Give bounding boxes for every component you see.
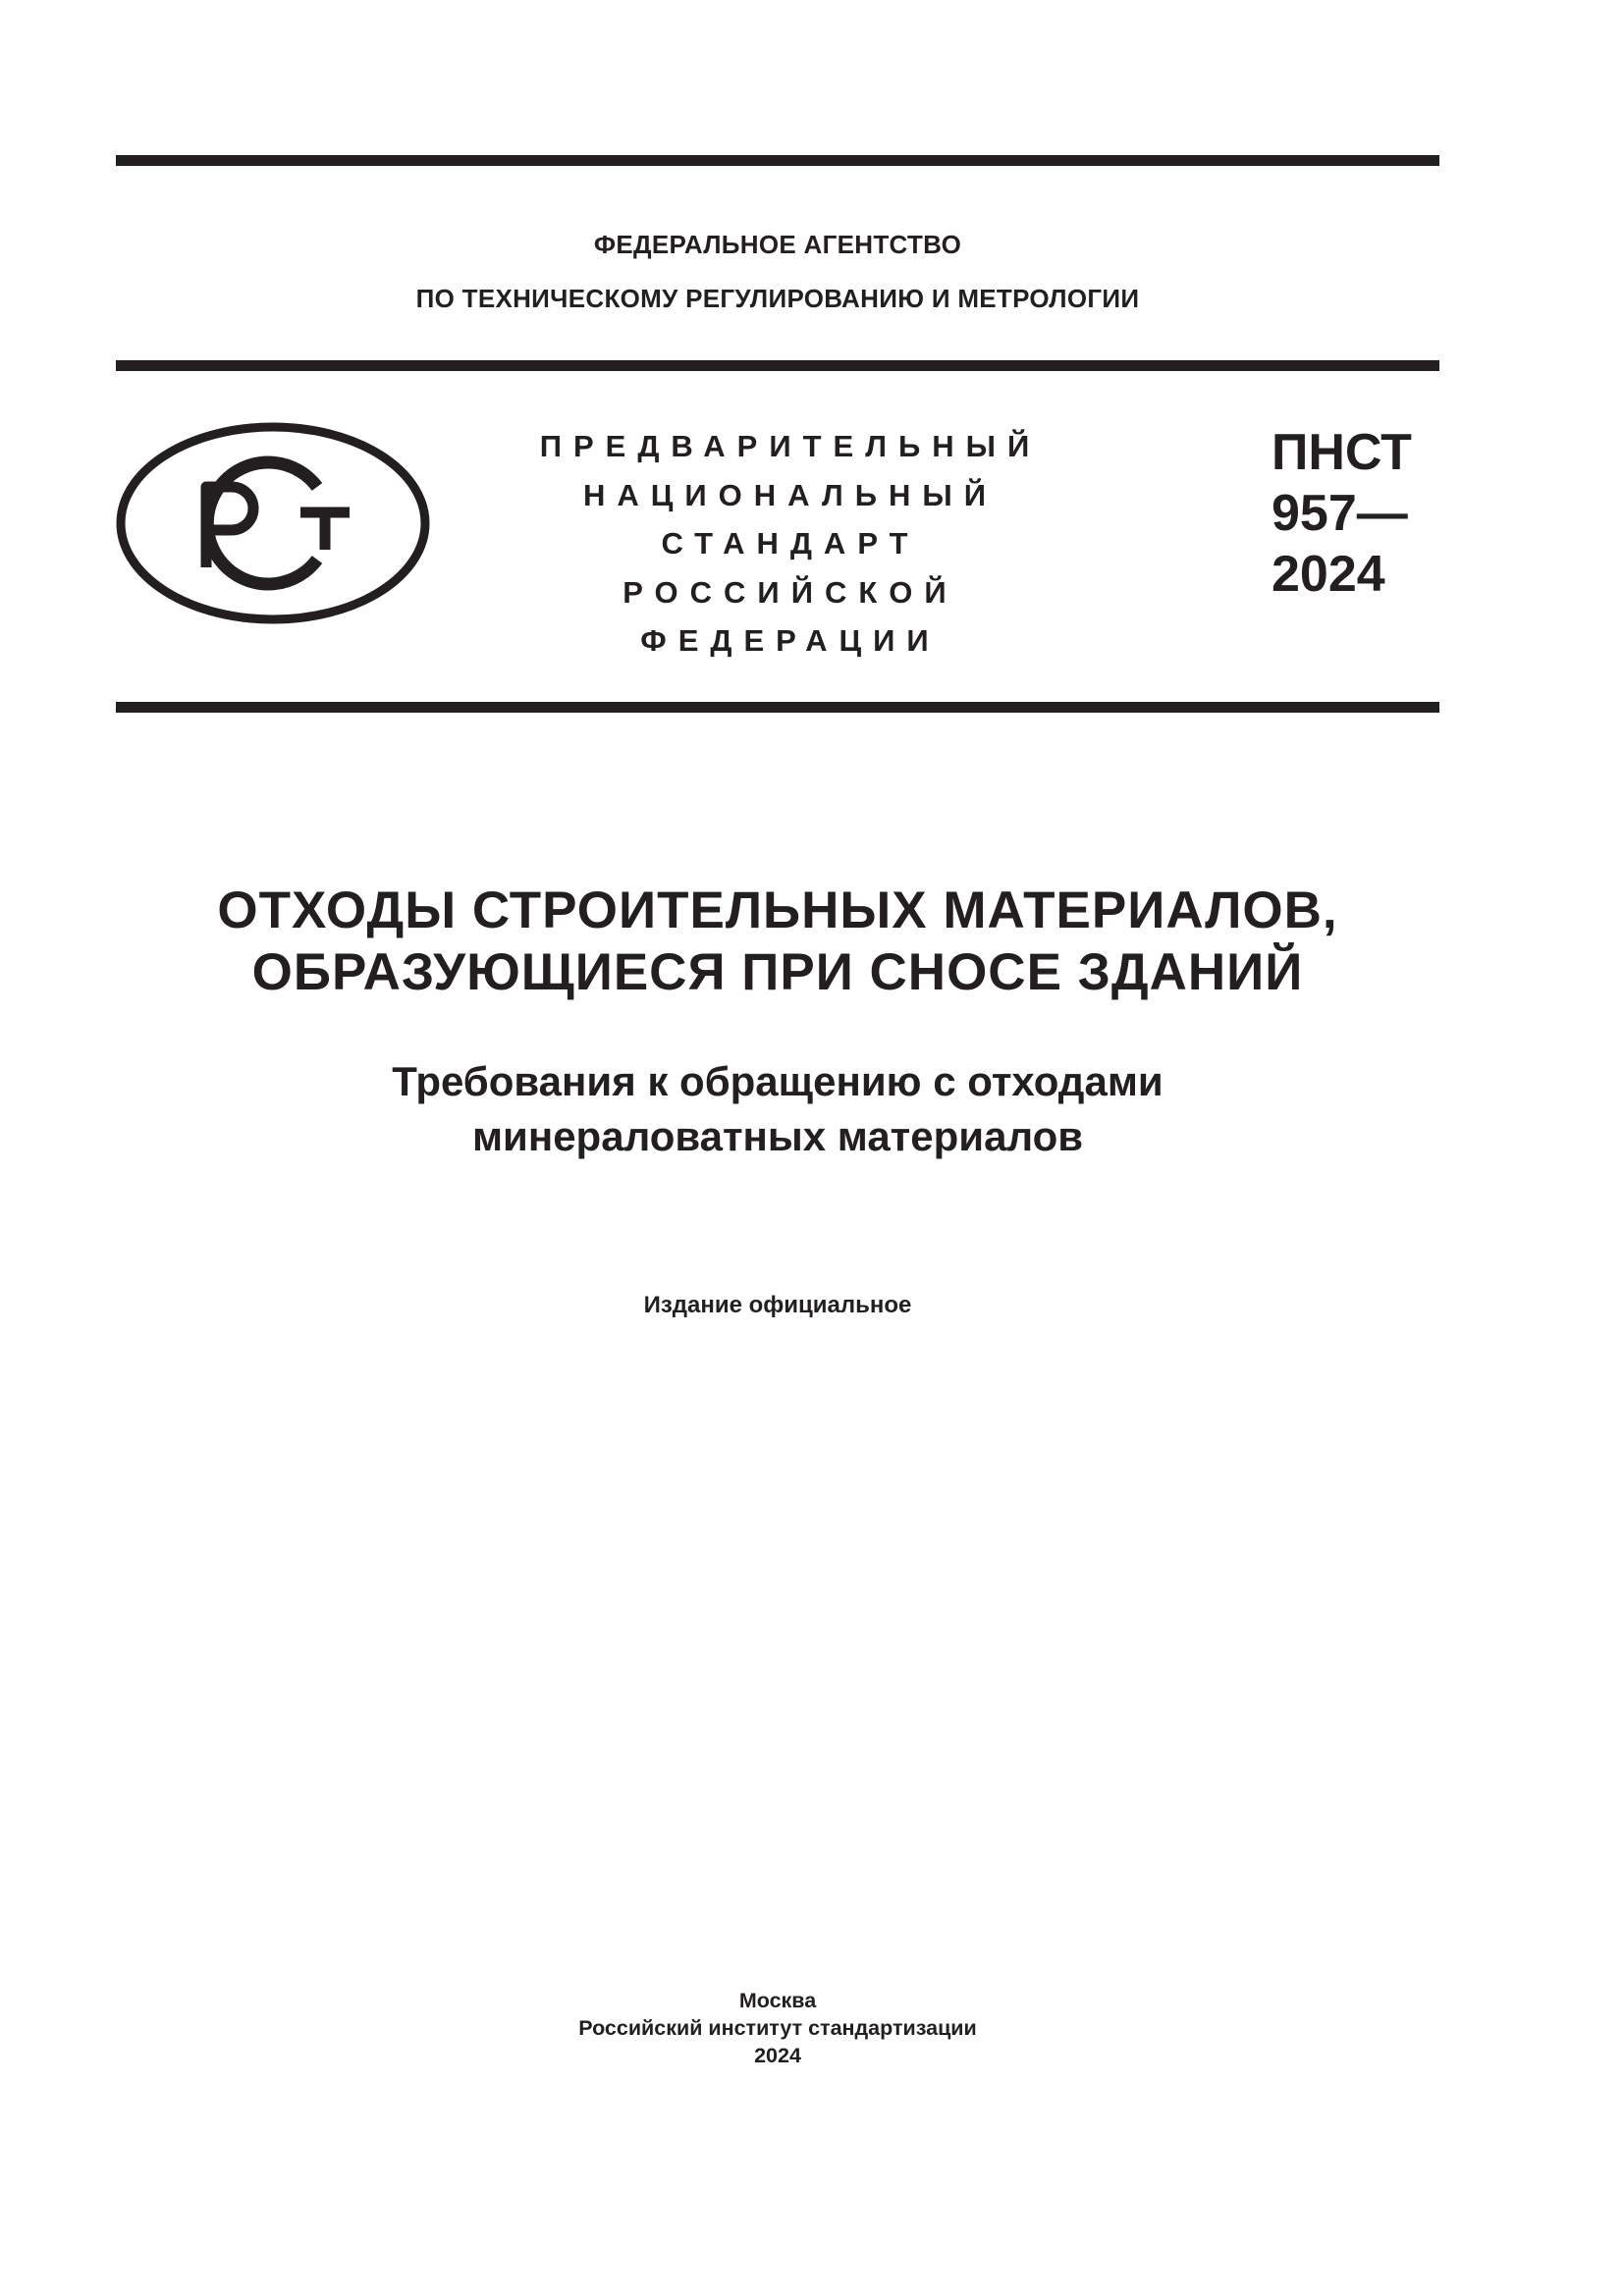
standard-code: 957—: [1272, 485, 1408, 542]
publisher-institute: Российский институт стандартизации: [578, 2016, 977, 2040]
subtitle-line-1: Требования к обращению с отходами: [392, 1058, 1164, 1104]
standard-prefix: ПНСТ: [1272, 424, 1412, 481]
standard-type-block: [511, 422, 1070, 666]
standard-type-line: РОССИЙСКОЙ: [623, 574, 958, 610]
middle-rule: [116, 360, 1439, 371]
agency-line-1: ФЕДЕРАЛЬНОЕ АГЕНТСТВО: [593, 230, 962, 259]
title-line-1: ОТХОДЫ СТРОИТЕЛЬНЫХ МАТЕРИАЛОВ,: [217, 881, 1338, 939]
publisher-year: 2024: [754, 2044, 801, 2067]
document-subtitle: [116, 1054, 1439, 1164]
standard-number: [1272, 422, 1412, 605]
edition-note: Издание официальное: [643, 1292, 912, 1318]
standard-type-line: ФЕДЕРАЦИИ: [640, 623, 941, 658]
standard-year: 2024: [1272, 546, 1385, 603]
document-title: [116, 880, 1439, 1003]
title-line-2: ОБРАЗУЮЩИЕСЯ ПРИ СНОСЕ ЗДАНИЙ: [251, 943, 1304, 1001]
gost-emblem-icon: [116, 420, 430, 626]
subtitle-line-2: минераловатных материалов: [471, 1113, 1084, 1159]
top-rule: [116, 155, 1439, 166]
bottom-rule: [116, 702, 1439, 713]
standard-type-line: НАЦИОНАЛЬНЫЙ: [582, 477, 999, 512]
standard-type-line: СТАНДАРТ: [661, 526, 920, 561]
publisher-block: [116, 1987, 1439, 2069]
publisher-city: Москва: [738, 1989, 817, 2012]
agency-line-2: ПО ТЕХНИЧЕСКОМУ РЕГУЛИРОВАНИЮ И МЕТРОЛОГИИ: [415, 284, 1140, 313]
standard-type-line: ПРЕДВАРИТЕЛЬНЫЙ: [539, 429, 1042, 463]
agency-header: [116, 218, 1439, 326]
